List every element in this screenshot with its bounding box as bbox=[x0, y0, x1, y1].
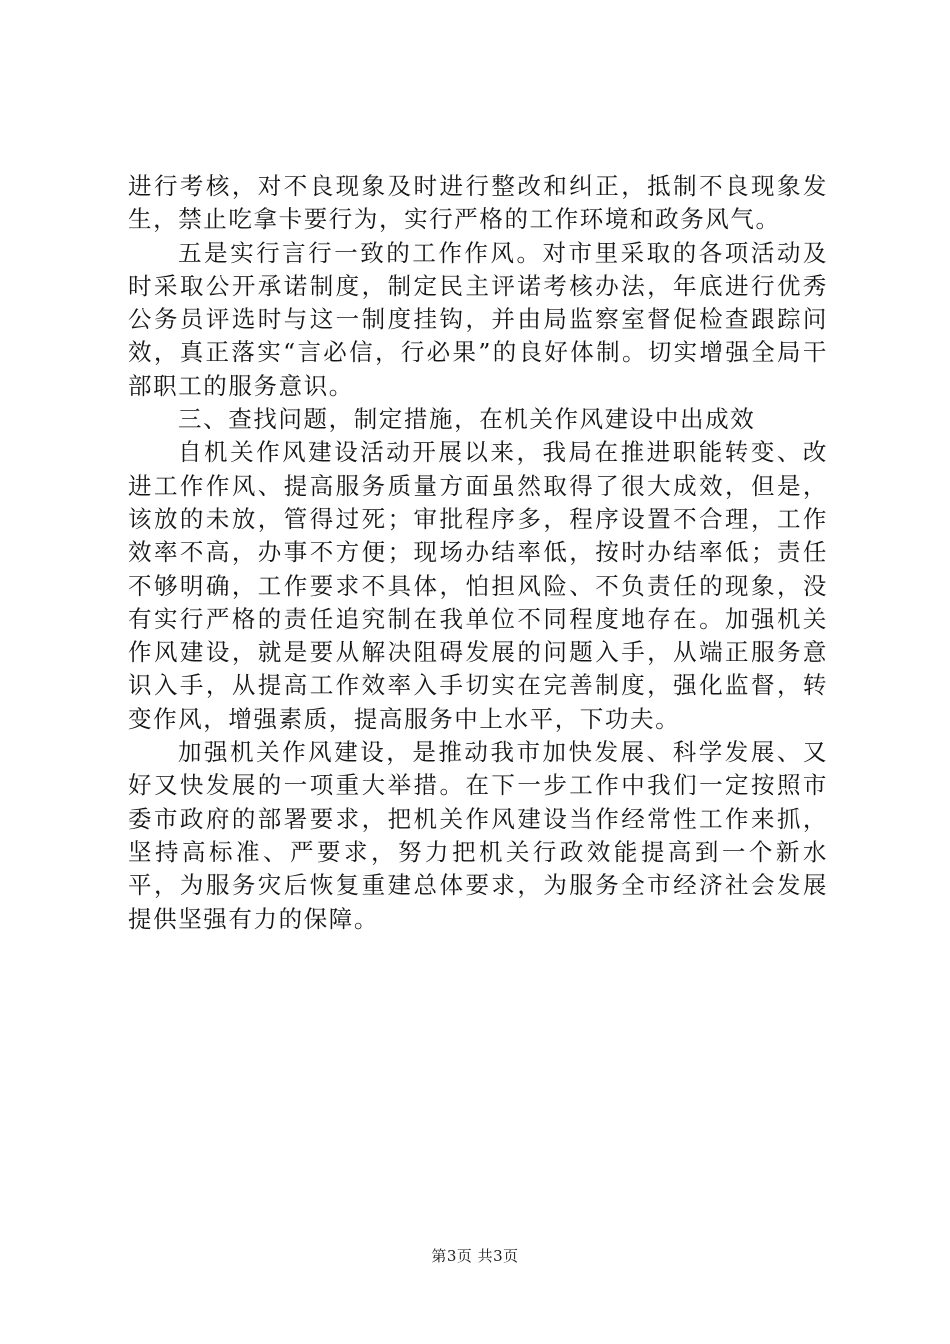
section-heading-three: 三、查找问题，制定措施，在机关作风建设中出成效 bbox=[178, 405, 756, 434]
paragraph-conclusion: 加强机关作风建设，是推动我市加快发展、科学发展、又好又快发展的一项重大举措。在下一步工作中我们一定按照市委市政府的部署要求，把机关作风建设当作经常性工作来抓，坚持高标准、严要求，努力把机关行政效能提高到一个新水平，为服务灾后恢复重建总体要求，为服务全市经济社会发展提供坚强有力的保障。 bbox=[128, 738, 828, 933]
paragraph-point-five: 五是实行言行一致的工作作风。对市里采取的各项活动及时采取公开承诺制度，制定民主评诺考核办法，年底进行优秀公务员评选时与这一制度挂钩，并由局监察室督促检查跟踪问效，真正落实“言必信，行必果”的良好体制。切实增强全局干部职工的服务意识。 bbox=[128, 238, 828, 400]
paragraph-continuation: 进行考核，对不良现象及时进行整改和纠正，抵制不良现象发生，禁止吃拿卡要行为，实行严格的工作环境和政务风气。 bbox=[128, 172, 828, 234]
page-footer: 第3页 共3页 bbox=[431, 1247, 519, 1265]
document-body bbox=[128, 170, 828, 936]
paragraph-problems: 自机关作风建设活动开展以来，我局在推进职能转变、改进工作作风、提高服务质量方面虽然取得了很大成效，但是，该放的未放，管得过死；审批程序多，程序设置不合理，工作效率不高，办事不方便；现场办结率低，按时办结率低；责任不够明确，工作要求不具体，怕担风险、不负责任的现象，没有实行严格的责任追究制在我单位不同程度地存在。加强机关作风建设，就是要从解决阻碍发展的问题入手，从端正服务意识入手，从提高工作效率入手切实在完善制度，强化监督，转变作风，增强素质，提高服务中上水平，下功夫。 bbox=[128, 438, 828, 733]
